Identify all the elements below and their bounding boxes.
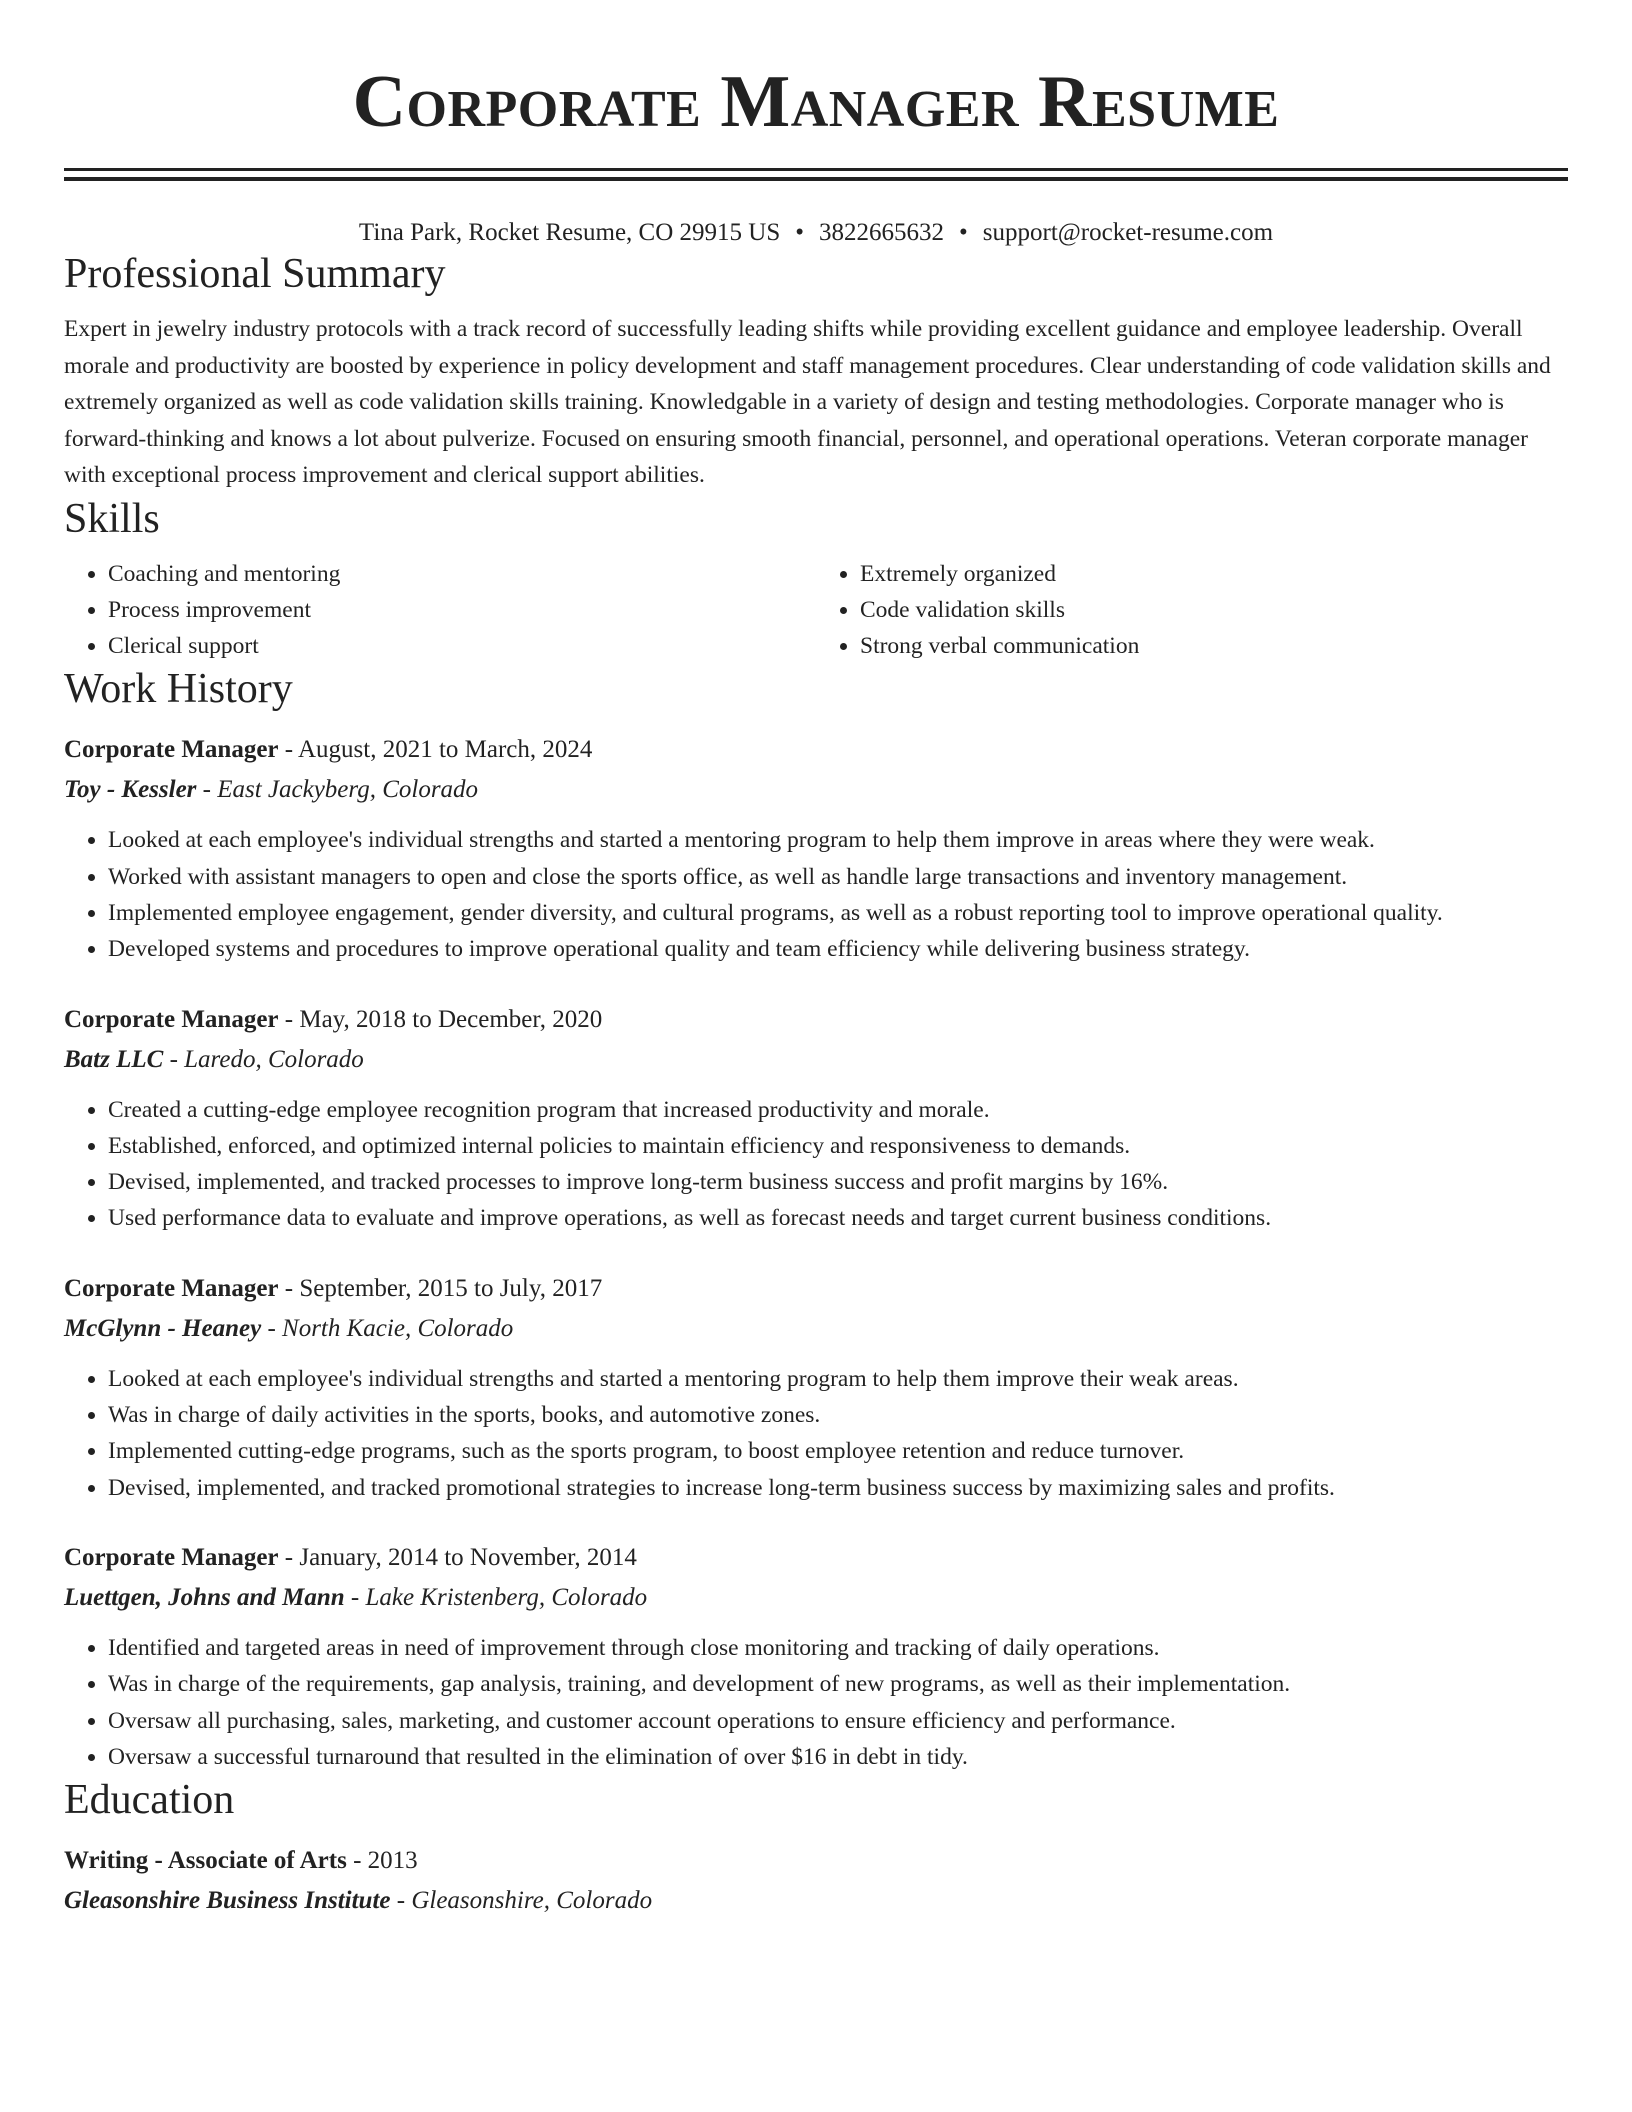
job-bullet: • Created a cutting-edge employee recognition program that increased productivity and morale.: [108, 1092, 1568, 1128]
contact-phone: 3822665632: [819, 219, 944, 246]
company-name: McGlynn - Heaney: [64, 1314, 262, 1342]
education-heading: Education: [64, 1777, 235, 1824]
skill-item: • Extremely organized: [860, 556, 1568, 592]
skill-item: • Code validation skills: [860, 592, 1568, 628]
skills-column-left: [64, 556, 816, 665]
job-bullet: • Established, enforced, and optimized internal policies to maintain efficiency and responsiveness to demands.: [108, 1128, 1568, 1164]
degree-line: [64, 1841, 1568, 1881]
job-title-line: [64, 1000, 1568, 1040]
skill-item: • Process improvement: [108, 592, 816, 628]
company-name: Toy - Kessler: [64, 776, 197, 804]
education-entry: [64, 1841, 1568, 1921]
skill-item: • Strong verbal communication: [860, 628, 1568, 664]
skill-item: • Clerical support: [108, 628, 816, 664]
job-title-line: [64, 1538, 1568, 1578]
job-dates: - January, 2014 to November, 2014: [278, 1543, 637, 1571]
skill-item: • Coaching and mentoring: [108, 556, 816, 592]
company-line: [64, 1578, 1568, 1618]
job-dates: - September, 2015 to July, 2017: [278, 1274, 603, 1302]
skills-heading: Skills: [64, 495, 160, 542]
job-title-line: [64, 1269, 1568, 1309]
job-bullet: • Devised, implemented, and tracked processes to improve long-term business success and profit margins by 16%.: [108, 1164, 1568, 1200]
job-bullets: [64, 1092, 1568, 1237]
job-entry: [64, 1269, 1568, 1506]
job-entry: [64, 1538, 1568, 1775]
summary-text: Expert in jewelry industry protocols with a track record of successfully leading shifts while providing excellent guidance and employee leadership. Overall morale and productivity are boosted by experience in policy development and staff management procedures. Clear understanding of code validation skills and extremely organized as well as code validation skills training. Knowledgable in a variety of design and testing methodologies. Corporate manager who is forward-thinking and knows a lot about pulverize. Focused on ensuring smooth financial, personnel, and operational operations. Veteran corporate manager with exceptional process improvement and clerical support abilities.: [64, 316, 1551, 488]
contact-separator: •: [959, 219, 968, 246]
company-name: Luettgen, Johns and Mann: [64, 1583, 345, 1611]
company-line: [64, 770, 1568, 810]
resume-title: Corporate Manager Resume: [352, 61, 1280, 143]
contact-address: Tina Park, Rocket Resume, CO 29915 US: [358, 219, 781, 246]
work-history-heading: Work History: [64, 666, 293, 713]
skills-column-right: [816, 556, 1568, 665]
school-location: - Gleasonshire, Colorado: [390, 1887, 653, 1915]
school-line: [64, 1881, 1568, 1921]
title-rule-top: [64, 168, 1568, 171]
job-bullet: • Developed systems and procedures to improve operational quality and team efficiency while delivering business strategy.: [108, 931, 1568, 967]
company-location: - North Kacie, Colorado: [261, 1314, 514, 1342]
company-location: - Lake Kristenberg, Colorado: [344, 1583, 648, 1611]
job-bullet: • Was in charge of daily activities in the sports, books, and automotive zones.: [108, 1397, 1568, 1433]
contact-separator: •: [795, 219, 804, 246]
job-bullet: • Oversaw a successful turnaround that resulted in the elimination of over $16 in debt in tidy.: [108, 1739, 1568, 1775]
job-bullet: • Used performance data to evaluate and improve operations, as well as forecast needs and target current business conditions.: [108, 1200, 1568, 1236]
job-bullets: [64, 1361, 1568, 1506]
job-bullets: [64, 822, 1568, 967]
job-bullet: • Looked at each employee's individual strengths and started a mentoring program to help them improve their weak areas.: [108, 1361, 1568, 1397]
job-entry: [64, 730, 1568, 967]
company-location: - East Jackyberg, Colorado: [196, 776, 479, 804]
job-bullet: • Looked at each employee's individual strengths and started a mentoring program to help them improve in areas where they were weak.: [108, 822, 1568, 858]
contact-email: support@rocket-resume.com: [982, 219, 1274, 246]
job-bullet: • Worked with assistant managers to open and close the sports office, as well as handle large transactions and inventory management.: [108, 859, 1568, 895]
company-line: [64, 1040, 1568, 1080]
job-dates: - August, 2021 to March, 2024: [278, 736, 593, 764]
title-rule-bottom: [64, 177, 1568, 181]
job-entry: [64, 1000, 1568, 1237]
degree-name: Writing - Associate of Arts: [64, 1847, 347, 1875]
company-location: - Laredo, Colorado: [163, 1045, 364, 1073]
job-bullet: • Identified and targeted areas in need of improvement through close monitoring and tracking of daily operations.: [108, 1630, 1568, 1666]
job-bullet: • Oversaw all purchasing, sales, marketing, and customer account operations to ensure efficiency and performance.: [108, 1703, 1568, 1739]
degree-year: - 2013: [346, 1847, 418, 1875]
school-name: Gleasonshire Business Institute: [64, 1887, 391, 1915]
job-title: Corporate Manager: [64, 1274, 279, 1302]
job-bullets: [64, 1630, 1568, 1775]
summary-heading: Professional Summary: [64, 251, 446, 297]
job-title: Corporate Manager: [64, 1543, 279, 1571]
job-bullet: • Implemented employee engagement, gender diversity, and cultural programs, as well as a robust reporting tool to improve operational quality.: [108, 895, 1568, 931]
skills-list: [64, 556, 1568, 665]
job-title-line: [64, 730, 1568, 770]
job-title: Corporate Manager: [64, 1005, 279, 1033]
job-dates: - May, 2018 to December, 2020: [278, 1005, 603, 1033]
company-name: Batz LLC: [64, 1045, 164, 1073]
job-title: Corporate Manager: [64, 736, 279, 764]
contact-line: [64, 217, 1568, 249]
job-bullet: • Devised, implemented, and tracked promotional strategies to increase long-term business success by maximizing sales and profits.: [108, 1470, 1568, 1506]
job-bullet: • Implemented cutting-edge programs, such as the sports program, to boost employee retention and reduce turnover.: [108, 1433, 1568, 1469]
job-bullet: • Was in charge of the requirements, gap analysis, training, and development of new programs, as well as their implementation.: [108, 1666, 1568, 1702]
company-line: [64, 1309, 1568, 1349]
